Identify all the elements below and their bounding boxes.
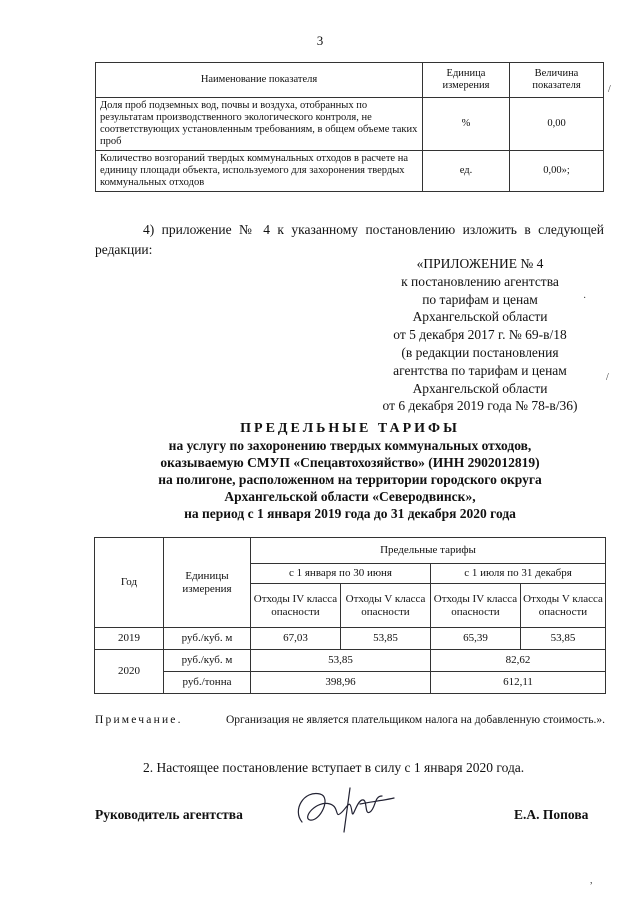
indicator-name: Количество возгораний твердых коммунальных отходов в расчете на единицу площади объекта, используемого для захоронения твердых коммунальных отходов [96, 151, 423, 192]
header-indicator-name: Наименование показателя [96, 63, 423, 98]
header-limit-tariffs: Предельные тарифы [251, 538, 606, 564]
year-cell: 2020 [95, 650, 164, 694]
title-line: Архангельской области «Северодвинск», [224, 489, 476, 504]
title-line: на период с 1 января 2019 года до 31 декабря 2020 года [184, 506, 516, 521]
header-period-2: с 1 июля по 31 декабря [431, 564, 606, 584]
tariff-cell: 53,85 [521, 628, 606, 650]
tariff-cell: 82,62 [431, 650, 606, 672]
tariff-cell: 65,39 [431, 628, 521, 650]
unit-cell: руб./куб. м [164, 628, 251, 650]
table-row [95, 672, 606, 694]
title-line: на полигоне, расположенном на территории городского округа [158, 472, 542, 487]
page-number: 3 [316, 33, 324, 48]
table-row [96, 151, 604, 192]
signer-name: Е.А. Попова [514, 807, 589, 822]
table-row [95, 628, 606, 650]
attachment-line: Архангельской области [412, 380, 548, 396]
paragraph-2: 2. Настоящее постановление вступает в силу с 1 января 2020 года. [143, 760, 525, 775]
indicators-table [95, 62, 604, 192]
title-heading: ПРЕДЕЛЬНЫЕ ТАРИФЫ [240, 421, 460, 436]
header-class-5: Отходы V класса опасности [521, 584, 606, 628]
margin-mark: / [606, 372, 609, 383]
note-text: Организация не является плательщиком налога на добавленную стоимость.». [226, 714, 606, 726]
header-unit: Единица измерения [423, 63, 510, 98]
header-period-1: с 1 января по 30 июня [251, 564, 431, 584]
attachment-line: агентства по тарифам и ценам [393, 362, 567, 378]
title-line: на услугу по захоронению твердых коммунальных отходов, [168, 438, 532, 453]
attachment-line: (в редакции постановления [401, 344, 559, 360]
document-title [100, 420, 600, 522]
attachment-line: от 6 декабря 2019 года № 78-в/36) [382, 398, 578, 414]
signature-image [290, 782, 400, 838]
paragraph-4: 4) приложение № 4 к указанному постановлению изложить в следующей редакции: [95, 222, 604, 257]
margin-mark: · [583, 293, 587, 304]
table-header-row [95, 538, 606, 564]
tariffs-table [94, 537, 606, 694]
attachment-line: от 5 декабря 2017 г. № 69-в/18 [393, 327, 567, 343]
indicator-value: 0,00»; [510, 151, 604, 192]
header-class-4: Отходы IV класса опасности [431, 584, 521, 628]
header-class-5: Отходы V класса опасности [341, 584, 431, 628]
title-line: оказываемую СМУП «Спецавтохозяйство» (ИНН 2902012819) [160, 455, 540, 470]
tariff-cell: 612,11 [431, 672, 606, 694]
tariff-cell: 53,85 [341, 628, 431, 650]
note-label: Примечание. [95, 714, 183, 726]
attachment-line: «ПРИЛОЖЕНИЕ № 4 [416, 256, 544, 271]
tariff-cell: 398,96 [251, 672, 431, 694]
attachment-header [360, 255, 600, 415]
indicator-unit: ед. [423, 151, 510, 192]
margin-mark: , [590, 875, 593, 886]
unit-cell: руб./тонна [164, 672, 251, 694]
tariff-cell: 67,03 [251, 628, 341, 650]
tariff-cell: 53,85 [251, 650, 431, 672]
year-cell: 2019 [95, 628, 164, 650]
table-row [96, 98, 604, 151]
unit-cell: руб./куб. м [164, 650, 251, 672]
attachment-line: к постановлению агентства [401, 273, 559, 289]
table-header-row [96, 63, 604, 98]
indicator-name: Доля проб подземных вод, почвы и воздуха, отобранных по результатам производственного экологического контроля, не соответствующих установленным требованиям, в общем объеме таких проб [96, 98, 423, 151]
header-value: Величина показателя [510, 63, 604, 98]
indicator-value: 0,00 [510, 98, 604, 151]
header-year: Год [95, 538, 164, 628]
signer-title: Руководитель агентства [95, 807, 243, 822]
attachment-line: Архангельской области [412, 309, 548, 325]
attachment-line: по тарифам и ценам [422, 291, 538, 307]
header-unit: Единицы измерения [164, 538, 251, 628]
margin-mark: / [608, 84, 611, 95]
indicator-unit: % [423, 98, 510, 151]
header-class-4: Отходы IV класса опасности [251, 584, 341, 628]
table-row [95, 650, 606, 672]
